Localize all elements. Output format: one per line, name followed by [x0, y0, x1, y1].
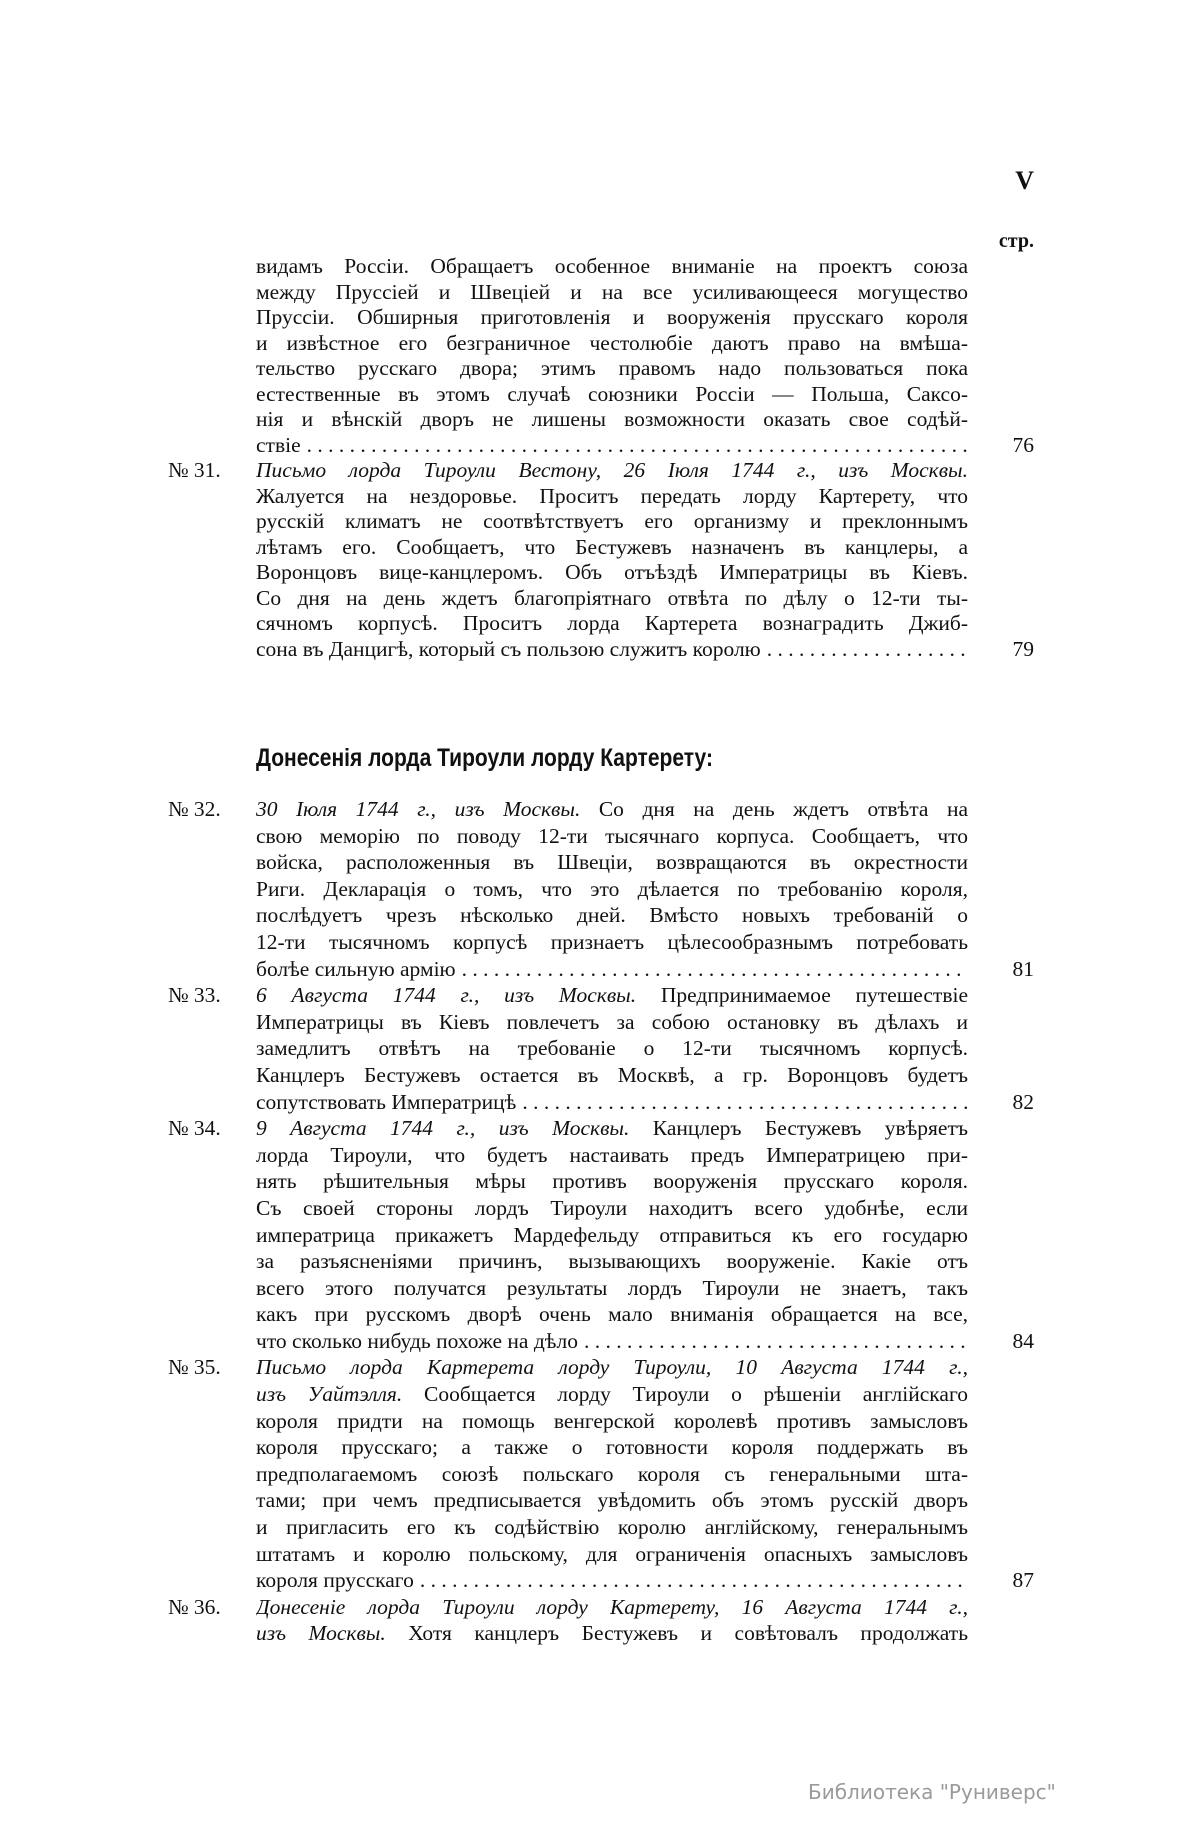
- dot-leader: [767, 637, 968, 663]
- toc-line: [0, 331, 1201, 357]
- entry-text: [256, 407, 968, 433]
- entry-text: [256, 1009, 968, 1036]
- entry-description: Жалуется на нездоровье. Проситъ передать лорду Картерету, что: [256, 483, 968, 508]
- entry-text: [256, 1035, 968, 1062]
- toc-line: [0, 823, 1201, 850]
- toc-line: [0, 1461, 1201, 1488]
- entry-text: [256, 382, 968, 408]
- entry-description: императрица прикажетъ Мардефельду отправиться къ его государю: [256, 1222, 968, 1247]
- entry-text: [256, 433, 301, 459]
- entry-description: какъ при русскомъ дворѣ очень мало вниманія обращается на все,: [256, 1302, 968, 1327]
- toc-line: [0, 254, 1201, 280]
- toc-leader-line: [256, 1328, 968, 1355]
- entry-description: ствіе: [256, 432, 301, 457]
- toc-line: [0, 1301, 1201, 1328]
- page-column-label: стр.: [998, 230, 1034, 252]
- entry-text: [256, 331, 968, 357]
- entry-text: [256, 1301, 968, 1328]
- page-number: 76: [1012, 432, 1034, 457]
- entry-text: [256, 1142, 968, 1169]
- entry-text: [256, 929, 968, 956]
- entry-description: Канцлеръ Бестужевъ увѣряетъ: [629, 1116, 968, 1141]
- page-number: 87: [1012, 1568, 1034, 1593]
- toc-leader-line: [256, 1089, 968, 1116]
- toc-line: [0, 560, 1201, 586]
- toc-line: [0, 876, 1201, 903]
- entry-text: [256, 1089, 516, 1116]
- entry-description: лѣтамъ его. Сообщаетъ, что Бестужевъ назначенъ въ канцлеры, а: [256, 534, 968, 559]
- entry-description: замедлитъ отвѣтъ на требованіе о 12-ти тысячномъ корпусѣ.: [256, 1036, 968, 1061]
- entry-description: Хотя канцлеръ Бестужевъ и совѣтовалъ продолжать: [385, 1621, 968, 1646]
- entry-text: [256, 1328, 578, 1355]
- toc-line: [0, 982, 1201, 1009]
- entry-description: короля придти на помощь венгерской королевѣ противъ замысловъ: [256, 1408, 968, 1433]
- entry-description: свою меморію по поводу 12-ти тысячнаго корпуса. Сообщаетъ, что: [256, 823, 968, 848]
- toc-line: [0, 1408, 1201, 1435]
- toc-line: [0, 535, 1201, 561]
- toc-line: [0, 1062, 1201, 1089]
- toc-block-1: [0, 254, 1201, 662]
- entry-description: штатамъ и королю польскому, для ограниченія опасныхъ замысловъ: [256, 1541, 968, 1566]
- entry-description: Пруссіи. Обширныя приготовленія и вооруженія прусскаго короля: [256, 305, 968, 329]
- library-watermark: Библиотека "Руниверс": [808, 1780, 1056, 1804]
- toc-block-2: [0, 796, 1201, 1647]
- entry-text: [256, 280, 968, 306]
- entry-text: [256, 1195, 968, 1222]
- toc-line: [0, 1328, 1201, 1355]
- toc-leader-line: [256, 956, 968, 983]
- entry-text: [256, 982, 968, 1009]
- toc-line: [0, 1381, 1201, 1408]
- toc-line: [0, 305, 1201, 331]
- entry-description: всего этого получатся результаты лордъ Тироули не знаетъ, такъ: [256, 1275, 968, 1300]
- dot-leader: [462, 956, 968, 983]
- entry-text: [256, 305, 968, 331]
- entry-description: нія и вѣнскій дворъ не лишены возможности оказать свое содѣй-: [256, 407, 968, 431]
- entry-text: [256, 902, 968, 929]
- entry-title: изъ Москвы.: [256, 1621, 386, 1646]
- entry-number: № 34.: [168, 1116, 221, 1141]
- entry-title: Донесеніе лорда Тироули лорду Картерету, 16 Августа 1744 г.,: [256, 1594, 968, 1619]
- toc-line: [0, 1620, 1201, 1647]
- entry-description: Императрицы въ Кіевъ повлечетъ за собою остановку въ дѣлахъ и: [256, 1009, 968, 1034]
- toc-line: [0, 356, 1201, 382]
- entry-text: [256, 535, 968, 561]
- entry-text: [256, 1514, 968, 1541]
- toc-line: [0, 509, 1201, 535]
- toc-line: [0, 1089, 1201, 1116]
- dot-leader: [522, 1089, 968, 1116]
- toc-line: [0, 1248, 1201, 1275]
- entry-number: № 33.: [168, 983, 221, 1008]
- toc-line: [0, 1035, 1201, 1062]
- toc-line: [0, 1115, 1201, 1142]
- entry-description: сона въ Данцигѣ, который съ пользою служитъ королю: [256, 636, 761, 661]
- entry-text: [256, 586, 968, 612]
- page-number: 84: [1012, 1328, 1034, 1353]
- entry-description: и пригласить его къ содѣйствію королю англійскому, генеральнымъ: [256, 1515, 968, 1540]
- entry-text: [256, 1408, 968, 1435]
- toc-line: [0, 1009, 1201, 1036]
- toc-line: [0, 1222, 1201, 1249]
- entry-text: [256, 356, 968, 382]
- dot-leader: [584, 1328, 968, 1355]
- entry-number: № 31.: [168, 458, 221, 482]
- toc-line: [0, 484, 1201, 510]
- toc-line: [0, 1514, 1201, 1541]
- entry-text: [256, 956, 456, 983]
- toc-leader-line: [256, 1567, 968, 1594]
- toc-line: [0, 1594, 1201, 1621]
- entry-text: [256, 484, 968, 510]
- entry-description: естественные въ этомъ случаѣ союзники Россіи — Польша, Саксо-: [256, 381, 968, 406]
- entry-text: [256, 458, 968, 484]
- toc-line: [0, 956, 1201, 983]
- entry-title: 9 Августа 1744 г., изъ Москвы.: [256, 1116, 630, 1141]
- entry-number: № 36.: [168, 1594, 221, 1619]
- page-number: 81: [1012, 956, 1034, 981]
- entry-text: [256, 1115, 968, 1142]
- entry-description: между Пруссіей и Швеціей и на все усиливающееся могущество: [256, 279, 968, 304]
- entry-description: сячномъ корпусѣ. Проситъ лорда Картерета вознаградить Джиб-: [256, 611, 968, 635]
- page-numeral: V: [1015, 166, 1034, 195]
- entry-description: русскій климатъ не соотвѣтствуетъ его организму и преклоннымъ: [256, 509, 968, 533]
- entry-text: [256, 254, 968, 280]
- toc-line: [0, 382, 1201, 408]
- entry-text: [256, 1461, 968, 1488]
- toc-line: [0, 407, 1201, 433]
- toc-line: [0, 1541, 1201, 1568]
- entry-text: [256, 1487, 968, 1514]
- toc-line: [0, 929, 1201, 956]
- entry-text: [256, 1248, 968, 1275]
- toc-line: [0, 611, 1201, 637]
- entry-description: сопутствовать Императрицѣ: [256, 1089, 517, 1114]
- entry-text: [256, 1567, 414, 1594]
- entry-title: 30 Іюля 1744 г., изъ Москвы.: [256, 797, 581, 821]
- entry-text: [256, 509, 968, 535]
- entry-description: и извѣстное его безграничное честолюбіе даютъ право на вмѣша-: [256, 330, 968, 355]
- entry-text: [256, 1222, 968, 1249]
- toc-line: [0, 1487, 1201, 1514]
- entry-description: Риги. Декларація о томъ, что это дѣлается по требованію короля,: [256, 876, 968, 901]
- toc-line: [0, 433, 1201, 459]
- entry-text: [256, 1381, 968, 1408]
- entry-description: болѣе сильную армію: [256, 956, 456, 981]
- entry-description: войска, расположенныя въ Швеціи, возвращаются въ окрестности: [256, 850, 968, 875]
- toc-line: [0, 280, 1201, 306]
- entry-text: [256, 849, 968, 876]
- entry-text: [256, 876, 968, 903]
- toc-line: [0, 1195, 1201, 1222]
- entry-title: Письмо лорда Тироули Вестону, 26 Іюля 1744 г., изъ Москвы.: [256, 458, 968, 482]
- page-number: 82: [1012, 1089, 1034, 1114]
- entry-description: видамъ Россіи. Обращаетъ особенное вниманіе на проектъ союза: [256, 254, 968, 278]
- toc-line: [0, 1567, 1201, 1594]
- entry-text: [256, 1354, 968, 1381]
- entry-number: № 35.: [168, 1355, 221, 1380]
- entry-text: [256, 796, 968, 823]
- entry-description: Съ своей стороны лордъ Тироули находитъ всего удобнѣе, если: [256, 1195, 968, 1220]
- entry-text: [256, 1275, 968, 1302]
- dot-leader: [307, 433, 968, 459]
- entry-description: что сколько нибудь похоже на дѣло: [256, 1328, 578, 1353]
- entry-text: [256, 1168, 968, 1195]
- toc-leader-line: [256, 433, 968, 459]
- dot-leader: [420, 1567, 968, 1594]
- entry-description: нять рѣшительныя мѣры противъ вооруженія прусскаго короля.: [256, 1169, 968, 1194]
- entry-description: послѣдуетъ чрезъ нѣсколько дней. Вмѣсто новыхъ требованій о: [256, 903, 968, 928]
- entry-text: [256, 823, 968, 850]
- entry-description: Воронцовъ вице-канцлеромъ. Объ отъѣздѣ Императрицы въ Кіевъ.: [256, 560, 968, 584]
- entry-number: № 32.: [168, 797, 221, 821]
- entry-description: Сообщается лорду Тироули о рѣшеніи англійскаго: [402, 1382, 968, 1407]
- entry-description: Со дня на день ждетъ отвѣта на: [580, 797, 968, 821]
- entry-description: Канцлеръ Бестужевъ остается въ Москвѣ, а гр. Воронцовъ будетъ: [256, 1062, 968, 1087]
- toc-line: [0, 637, 1201, 663]
- toc-line: [0, 1142, 1201, 1169]
- entry-description: тами; при чемъ предписывается увѣдомить объ этомъ русскій дворъ: [256, 1488, 968, 1513]
- toc-line: [0, 902, 1201, 929]
- toc-line: [0, 849, 1201, 876]
- toc-line: [0, 796, 1201, 823]
- entry-description: короля прусскаго: [256, 1568, 414, 1593]
- entry-description: короля прусскаго; а также о готовности короля поддержать въ: [256, 1435, 968, 1460]
- entry-title: изъ Уайтэлля.: [256, 1382, 403, 1407]
- entry-description: предполагаемомъ союзѣ польскаго короля съ генеральными шта-: [256, 1461, 968, 1486]
- entry-text: [256, 611, 968, 637]
- entry-description: тельство русскаго двора; этимъ правомъ надо пользоваться пока: [256, 356, 968, 380]
- entry-text: [256, 1062, 968, 1089]
- entry-title: Письмо лорда Картерета лорду Тироули, 10 Августа 1744 г.,: [256, 1355, 968, 1380]
- toc-line: [0, 586, 1201, 612]
- entry-text: [256, 637, 761, 663]
- entry-text: [256, 1620, 968, 1647]
- toc-line: [0, 1275, 1201, 1302]
- toc-line: [0, 1354, 1201, 1381]
- page-number: 79: [1012, 636, 1034, 661]
- toc-leader-line: [256, 637, 968, 663]
- entry-text: [256, 1594, 968, 1621]
- toc-line: [0, 1434, 1201, 1461]
- entry-text: [256, 560, 968, 586]
- toc-line: [0, 1168, 1201, 1195]
- entry-description: Со дня на день ждетъ благопріятнаго отвѣта по дѣлу о 12-ти ты-: [256, 585, 968, 610]
- entry-description: Предпринимаемое путешествіе: [636, 983, 968, 1008]
- entry-text: [256, 1434, 968, 1461]
- toc-line: [0, 458, 1201, 484]
- entry-description: за разъясненіями причинъ, вызывающихъ вооруженіе. Какіе отъ: [256, 1249, 968, 1274]
- entry-description: 12-ти тысячномъ корпусѣ признаетъ цѣлесообразнымъ потребовать: [256, 929, 968, 954]
- entry-description: лорда Тироули, что будетъ настаивать предъ Императрицею при-: [256, 1142, 968, 1167]
- entry-text: [256, 1541, 968, 1568]
- section-heading: Донесенія лорда Тироули лорду Картерету:: [256, 744, 713, 772]
- entry-title: 6 Августа 1744 г., изъ Москвы.: [256, 983, 637, 1008]
